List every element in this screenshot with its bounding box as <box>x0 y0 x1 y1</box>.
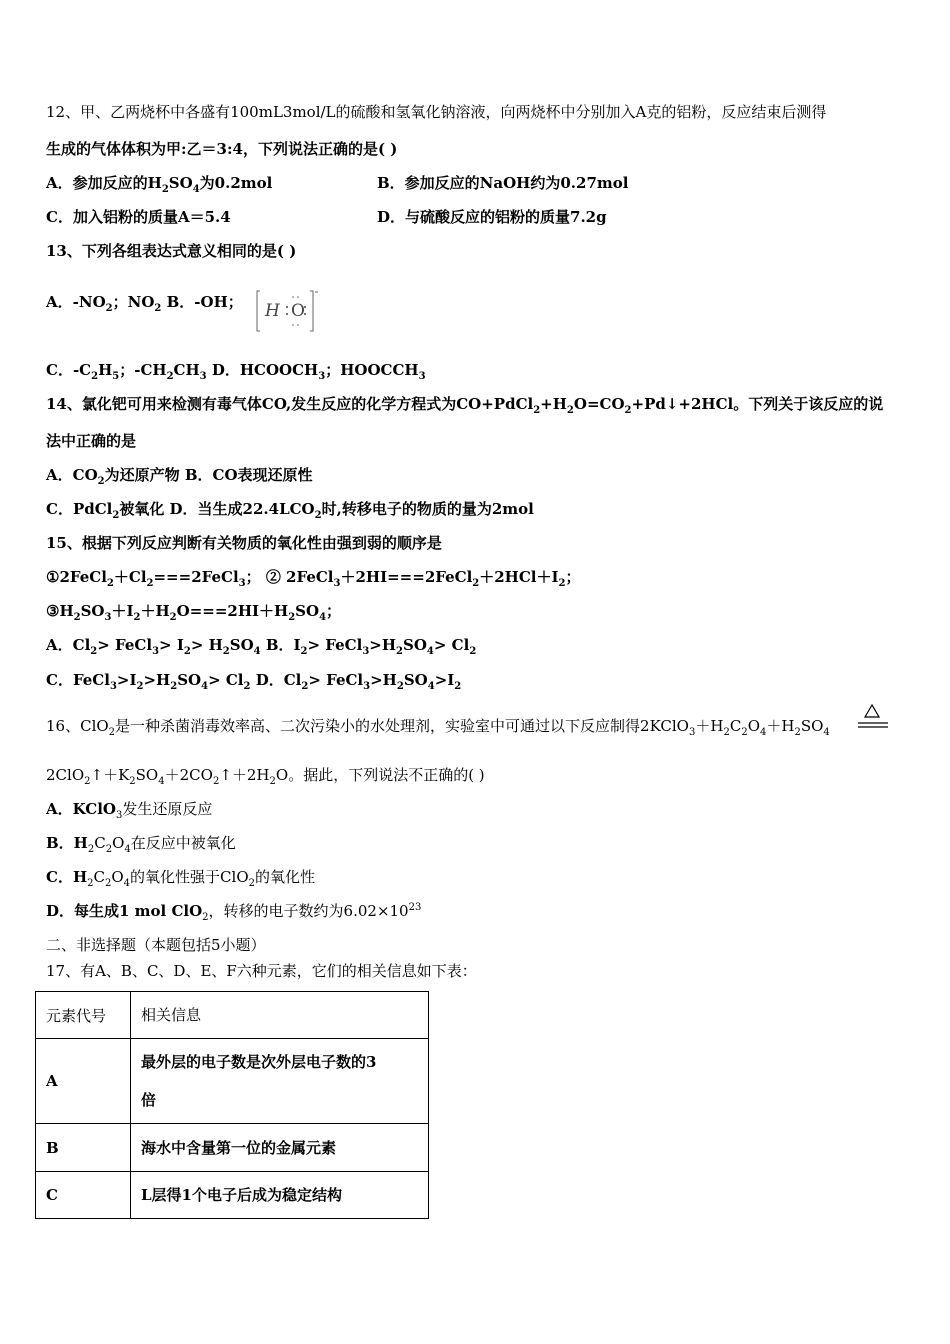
subscript: 2 <box>566 405 574 416</box>
subscript: 2 <box>212 776 220 787</box>
subscript: 2 <box>104 878 112 889</box>
info-line: 最外层的电子数是次外层电子数的3 <box>141 1053 377 1071</box>
q15-text: ； <box>326 602 342 620</box>
q16-text: D．每生成1 mol ClO <box>46 902 203 920</box>
q15-text: > FeCl <box>97 636 153 654</box>
table-row <box>36 1172 429 1219</box>
subscript: 4 <box>760 727 767 738</box>
q15-text: ＋2HCl＋I <box>479 568 559 586</box>
subscript: 2 <box>288 612 296 623</box>
lewis-h: H <box>265 301 280 321</box>
q16-text: ，转移的电子数约为6.02×10 <box>208 902 409 920</box>
subscript: 4 <box>319 612 327 623</box>
subscript: 3 <box>104 612 112 623</box>
q15-text: ＋I <box>111 602 134 620</box>
q15-stem: 15、根据下列反应判断有关物质的氧化性由强到弱的顺序是 <box>46 534 442 552</box>
subscript: 3 <box>333 578 341 589</box>
table-cell-info <box>131 1039 429 1124</box>
subscript: 4 <box>201 681 209 692</box>
q16-text: 的氧化性 <box>255 868 316 886</box>
q15-option-b: B．I <box>260 636 301 654</box>
subscript: 2 <box>269 776 276 787</box>
q15-text: > Cl <box>208 671 244 689</box>
q14-options-cd <box>46 499 534 519</box>
subscript: 2 <box>105 303 113 314</box>
subscript: 3 <box>363 681 371 692</box>
subscript: 2 <box>154 303 162 314</box>
section-title: 二、非选择题（本题包括5小题） <box>46 936 266 954</box>
subscript: 2 <box>396 681 404 692</box>
q15-text: >I <box>116 671 137 689</box>
subscript: 4 <box>158 776 165 787</box>
q13-option-d: D．HCOOCH <box>206 361 319 379</box>
q15-text: SO <box>229 636 254 654</box>
q15-text: ； ② 2FeCl <box>245 568 334 586</box>
subscript: 2 <box>558 578 566 589</box>
table-header-cell: 元素代号 <box>36 992 131 1039</box>
q14-text: O=CO <box>573 395 625 413</box>
q14-stem-line2: 法中正确的是 <box>46 432 137 450</box>
q16-text: C <box>94 834 106 852</box>
subscript: 2 <box>624 405 632 416</box>
subscript: 2 <box>183 646 191 657</box>
q16-text: O <box>111 868 124 886</box>
q16-text: 16、ClO <box>46 717 109 735</box>
table-cell-code: A <box>36 1039 131 1124</box>
q16-text: 是一种杀菌消毒效率高、二次污染小的水处理剂，实验室中可通过以下反应制得2KClO <box>115 717 689 735</box>
subscript: 2 <box>87 844 95 855</box>
table-row <box>36 1039 429 1124</box>
q12-option-a: A．参加反应的H <box>46 174 162 192</box>
q15-text: ===2FeCl <box>153 568 239 586</box>
q12-options-ab <box>46 173 272 193</box>
subscript: 4 <box>426 646 434 657</box>
q15-reaction-3 <box>46 601 341 621</box>
q16-text: ＋H <box>695 717 724 735</box>
q14-text: +H <box>540 395 567 413</box>
q15-text: ＋H <box>140 602 170 620</box>
subscript: 2 <box>301 681 309 692</box>
q16-text: ＋H <box>766 717 795 735</box>
subscript: 2 <box>87 878 94 889</box>
subscript: 3 <box>109 681 117 692</box>
q16-text: C <box>729 717 742 735</box>
q14-options-ab <box>46 465 313 485</box>
subscript: 2 <box>533 405 541 416</box>
q15-text: SO <box>403 636 427 654</box>
subscript: 2 <box>112 510 120 521</box>
subscript: 4 <box>427 681 435 692</box>
q16-stem-line1 <box>46 716 830 736</box>
subscript: 2 <box>166 371 174 382</box>
q12-stem-line1: 12、甲、乙两烧杯中各盛有100mL3mol/L的硫酸和氢氧化钠溶液，向两烧杯中分别加入A克的铝粉，反应结束后测得 <box>46 103 827 121</box>
q16-text: SO <box>135 766 159 784</box>
q12-option-a-post: 为0.2mol <box>199 174 273 192</box>
q14-stem-line1 <box>46 394 883 414</box>
subscript: 4 <box>192 184 200 195</box>
q12-stem-line2: 生成的气体体积为甲:乙＝3:4，下列说法正确的是( ) <box>46 140 398 158</box>
hydroxyl-lewis-structure <box>256 289 318 333</box>
subscript: 2 <box>84 776 91 787</box>
table-header-cell: 相关信息 <box>131 992 429 1039</box>
subscript: 2 <box>248 878 255 889</box>
subscript: 3 <box>115 810 123 821</box>
subscript: 2 <box>170 681 178 692</box>
subscript: 2 <box>105 844 113 855</box>
q16-text: SO <box>800 717 824 735</box>
q13-option-a: A．-NO <box>46 293 106 311</box>
subscript: 2 <box>794 727 801 738</box>
q16-text: ↑＋2H <box>219 766 270 784</box>
subscript: 2 <box>396 646 404 657</box>
q13-option-d-b: ；HOOCCH <box>325 361 419 379</box>
q16-text: B．H <box>46 834 88 852</box>
subscript: 2 <box>741 727 748 738</box>
q13-options-ab <box>46 292 243 312</box>
subscript: 2 <box>243 681 251 692</box>
q16-text: ＋2CO <box>164 766 213 784</box>
subscript: 3 <box>362 646 370 657</box>
q16-option-a <box>46 799 212 819</box>
q13-stem: 13、下列各组表达式意义相同的是( ) <box>46 242 297 260</box>
table-header-row <box>36 992 429 1039</box>
q16-stem-line2 <box>46 765 485 785</box>
q13-option-c-d: CH <box>173 361 200 379</box>
info-line: 倍 <box>141 1091 157 1109</box>
table-cell-info: L层得1个电子后成为稳定结构 <box>131 1172 429 1219</box>
q15-text: O===2HI＋H <box>176 602 289 620</box>
q15-option-a: A．Cl <box>46 636 91 654</box>
subscript: 2 <box>146 578 154 589</box>
q13-option-a-b: ；NO <box>112 293 155 311</box>
superscript: 23 <box>408 902 422 913</box>
q12-option-d: D．与硫酸反应的铝粉的质量7.2g <box>377 208 607 226</box>
subscript: 2 <box>129 776 136 787</box>
q15-option-d: D．Cl <box>250 671 302 689</box>
q15-text: >H <box>370 671 397 689</box>
q16-text: 的氧化性强于ClO <box>130 868 249 886</box>
subscript: 2 <box>133 612 141 623</box>
q14-text: 14、氯化钯可用来检测有毒气体CO,发生反应的化学方程式为CO+PdCl <box>46 395 534 413</box>
subscript: 2 <box>91 371 99 382</box>
subscript: 3 <box>688 727 696 738</box>
subscript: 2 <box>454 681 462 692</box>
element-info-table <box>35 991 429 1219</box>
q14-text: +Pd↓+2HCl。下列关于该反应的说 <box>631 395 884 413</box>
subscript: 2 <box>73 612 81 623</box>
subscript: 2 <box>472 578 480 589</box>
subscript: 4 <box>124 844 131 855</box>
q16-text: A．KClO <box>46 800 116 818</box>
subscript: 2 <box>202 912 209 923</box>
q15-text: > H <box>190 636 223 654</box>
table-row <box>36 1124 429 1172</box>
q15-option-c: C．FeCl <box>46 671 110 689</box>
subscript: 3 <box>418 371 426 382</box>
q15-text: >I <box>434 671 455 689</box>
q16-text: ↑＋K <box>90 766 130 784</box>
subscript: 2 <box>300 646 308 657</box>
q13-option-c-c: ；-CH <box>119 361 167 379</box>
q16-text: C．H <box>46 868 88 886</box>
q15-text: > FeCl <box>308 671 364 689</box>
subscript: 3 <box>238 578 246 589</box>
q15-reactions-1-2 <box>46 567 580 587</box>
q12-option-b: B．参加反应的NaOH约为0.27mol <box>377 174 629 192</box>
q15-text: SO <box>177 671 202 689</box>
subscript: 4 <box>823 727 830 738</box>
q17-stem: 17、有A、B、C、D、E、F六种元素，它们的相关信息如下表： <box>46 962 477 980</box>
subscript: 2 <box>222 646 230 657</box>
subscript: 3 <box>152 646 160 657</box>
q13-option-b: B．-OH； <box>161 293 243 311</box>
subscript: 2 <box>97 476 105 487</box>
subscript: 2 <box>169 612 177 623</box>
q15-text: ； <box>565 568 581 586</box>
q14-option-c: C．PdCl <box>46 500 113 518</box>
subscript: 2 <box>161 184 169 195</box>
q15-text: > FeCl <box>307 636 363 654</box>
q16-text: C <box>93 868 105 886</box>
q15-text: > Cl <box>433 636 470 654</box>
q16-text: O <box>747 717 760 735</box>
q16-text: O <box>112 834 125 852</box>
q15-text: ＋2HI===2FeCl <box>340 568 473 586</box>
q15-options-ab <box>46 635 476 655</box>
subscript: 2 <box>106 578 114 589</box>
q15-text: SO <box>80 602 105 620</box>
q16-text: 2ClO <box>46 766 85 784</box>
q14-option-a: A．CO <box>46 466 98 484</box>
subscript: 3 <box>199 371 207 382</box>
q16-text: O。据此，下列说法不正确的( ) <box>275 766 485 784</box>
q15-options-cd <box>46 670 461 690</box>
q16-option-d <box>46 901 421 921</box>
lewis-o: O <box>291 301 305 321</box>
subscript: 4 <box>123 878 131 889</box>
q15-text: ＋Cl <box>113 568 147 586</box>
q12-option-a-mid: SO <box>168 174 193 192</box>
subscript: 5 <box>112 371 120 382</box>
q16-option-c <box>46 867 315 887</box>
table-cell-info: 海水中含量第一位的金属元素 <box>131 1124 429 1172</box>
subscript: 2 <box>314 510 322 521</box>
q14-option-b: 为还原产物 B．CO表现还原性 <box>104 466 313 484</box>
table-cell-code: B <box>36 1124 131 1172</box>
q16-text: 发生还原反应 <box>122 800 213 818</box>
q15-text: SO <box>295 602 320 620</box>
q13-options-cd <box>46 360 426 380</box>
q15-text: >H <box>369 636 397 654</box>
subscript: 3 <box>318 371 326 382</box>
q12-option-c: C．加入铝粉的质量A＝5.4 <box>46 208 231 226</box>
subscript: 2 <box>136 681 144 692</box>
subscript: 2 <box>90 646 98 657</box>
table-cell-code: C <box>36 1172 131 1219</box>
q15-text: > I <box>159 636 184 654</box>
subscript: 2 <box>723 727 730 738</box>
q14-option-d: 被氧化 D．当生成22.4LCO <box>119 500 315 518</box>
q13-option-c: C．-C <box>46 361 92 379</box>
q15-text: >H <box>143 671 171 689</box>
subscript: 4 <box>253 646 261 657</box>
q15-text: ③H <box>46 602 74 620</box>
q16-option-b <box>46 833 236 853</box>
subscript: 2 <box>469 646 477 657</box>
q14-option-d-b: 时,转移电子的物质的量为2mol <box>321 500 534 518</box>
q16-text: 在反应中被氧化 <box>130 834 236 852</box>
q13-option-c-b: H <box>98 361 113 379</box>
q15-text: SO <box>403 671 428 689</box>
heating-condition-symbol <box>858 703 888 737</box>
q15-text: ①2FeCl <box>46 568 107 586</box>
subscript: 2 <box>108 727 116 738</box>
